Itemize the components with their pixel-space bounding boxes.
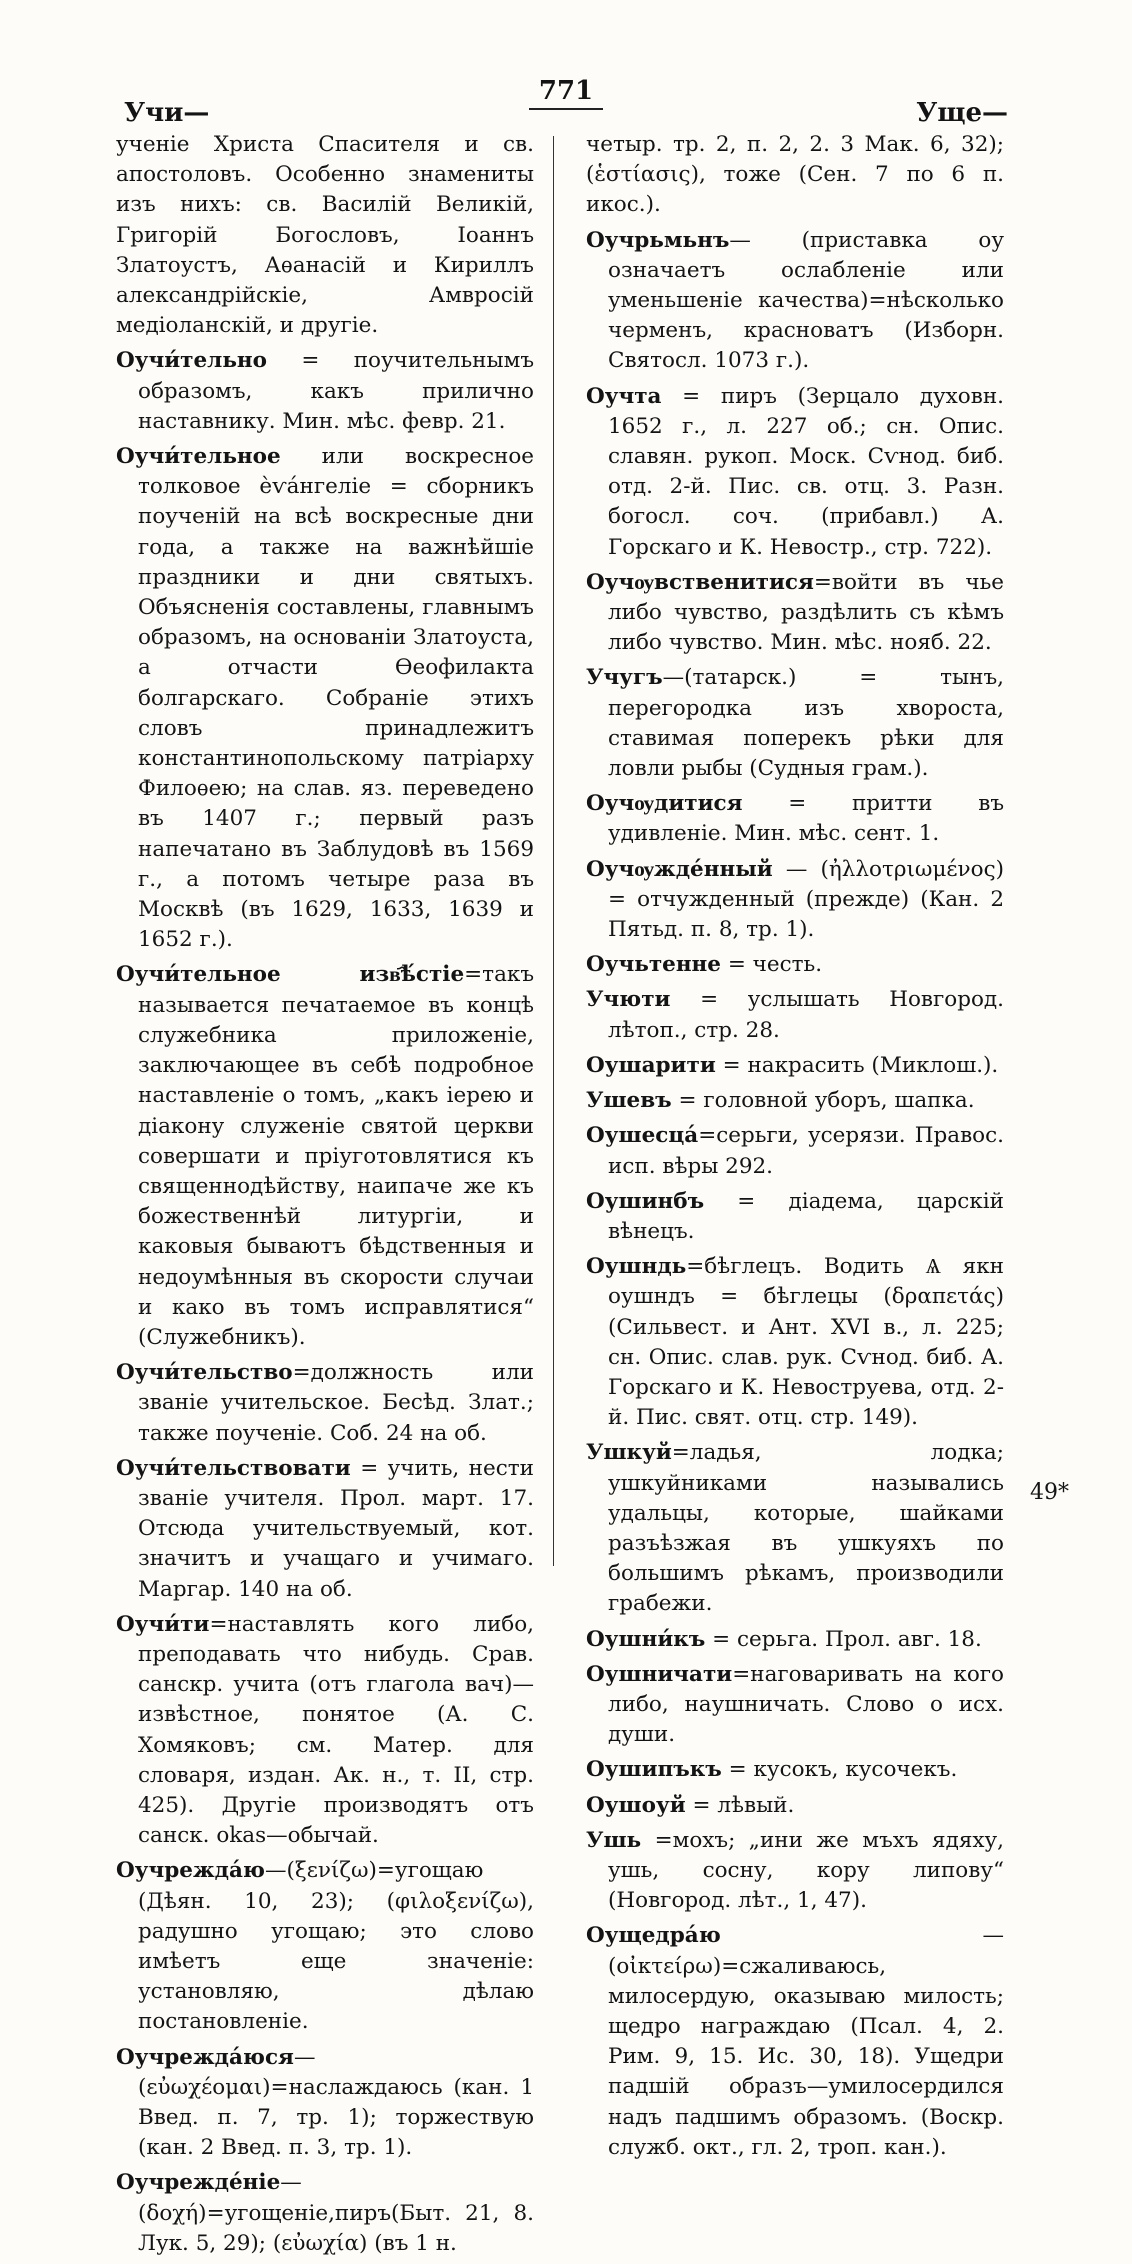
entry-definition: = кусокъ, кусочекъ. (721, 1757, 958, 1783)
dictionary-entry (586, 1252, 1004, 1433)
dictionary-entry (586, 1438, 1004, 1619)
dictionary-entry (586, 1051, 1004, 1081)
entry-definition: — (приставка оу означаетъ ослабленіе или уменьшеніе качества)=нѣсколько черменъ, красноватъ (Изборн. Святосл. 1073 г.). (608, 227, 1004, 374)
entry-definition: —(ξενίζω)=угощаю (Дѣян. 10, 23); (φιλοξενίζω), радушно угощаю; это слово имѣетъ еще значеніе: установляю, дѣлаю постановленіе. (138, 1858, 534, 2035)
dictionary-entry (116, 130, 534, 341)
entry-definition: =такъ называется печатаемое въ концѣ служебника приложеніе, заключающее въ себѣ подробное наставленіе о томъ, „какъ іерею и діакону служеніе святой церкви совершати и пріуготовлятися къ священнодѣйству, наипаче же къ божественнѣй литургіи, и каковыя бываютъ бѣдственныя и недоумѣнныя въ скорости случаи и како въ томъ исправлятися“ (Служебникъ). (138, 962, 534, 1350)
dictionary-entry (586, 382, 1004, 563)
running-head-left: Учи— (124, 98, 210, 128)
page-number (116, 76, 1016, 110)
dictionary-entry (116, 1856, 534, 2037)
dictionary-entry (586, 789, 1004, 849)
dictionary-entry (116, 1454, 534, 1605)
entry-definition: =должность или званіе учительское. Бесѣд. Злат.; также поученіе. Соб. 24 на об. (138, 1360, 534, 1446)
entry-definition: = діадема, царскій вѣнецъ. (608, 1188, 1004, 1244)
page-number-text: 771 (529, 76, 603, 110)
entry-headword: Оушничати (586, 1661, 733, 1687)
entry-definition: = притти въ удивленіе. Мин. мѣс. сент. 1. (608, 791, 1004, 847)
signature-mark: 49* (1030, 1480, 1069, 1505)
entry-headword: Оушинбъ (586, 1188, 705, 1214)
entry-definition: =наставлять кого либо, преподавать что нибудь. Срав. санскр. учита (отъ глагола вач)—извѣстное, понятое (А. С. Хомяковъ; см. Матер. для словаря, издан. Ак. н., т. II, стр. 425). Другіе производятъ отъ санск. okas—обычай. (138, 1611, 534, 1849)
dictionary-entry (116, 1358, 534, 1449)
dictionary-entry (586, 985, 1004, 1045)
entry-headword: Оучи́тельное (116, 444, 281, 470)
entry-definition: —(δοχή)=угощеніе,пиръ(Быт. 21, 8. Лук. 5, 29); (εὐωχία) (въ 1 н. (138, 2170, 534, 2256)
entry-headword: Оучрежда́юся (116, 2044, 294, 2070)
dictionary-entry (586, 1660, 1004, 1751)
entry-definition: =бѣглецъ. Водить Ѧ якн оушндъ = бѣглецы (δραπετάς) (Сильвест. и Ант. XVI в., л. 225; сн. Опис. слав. рук. Сѵнод. биб. А. Горскаго и К. Невоструева, отд. 2-й. Пис. свят. отц. стр. 149). (608, 1254, 1004, 1431)
column-divider (553, 136, 554, 1566)
entry-headword: Ушевъ (586, 1088, 672, 1114)
entry-headword: Оучѹдитися (586, 791, 743, 817)
entry-headword: Оушарити (586, 1052, 716, 1078)
entry-headword: Оушоуй (586, 1792, 686, 1818)
entry-definition: =войти въ чье либо чувство, раздѣлить съ кѣмъ либо чувство. Мин. мѣс. нояб. 22. (608, 569, 1004, 656)
entry-definition: = накрасить (Миклош.). (715, 1052, 999, 1078)
dictionary-entry (116, 442, 534, 955)
running-head-right: Ущe— (916, 98, 1008, 128)
left-column (116, 130, 534, 2264)
entry-headword: Ушкуй (586, 1440, 672, 1466)
entry-definition: = головной уборъ, шапка. (671, 1088, 975, 1114)
dictionary-entry (586, 226, 1004, 377)
entry-definition: = лѣвый. (685, 1792, 795, 1818)
entry-headword: Оушни́къ (586, 1626, 706, 1652)
entry-definition: = услышать Новгород. лѣтоп., стр. 28. (608, 987, 1004, 1043)
right-column (586, 130, 1004, 2168)
dictionary-entry (116, 2043, 534, 2164)
entry-definition: =ладья, лодка; ушкуйниками назывались удальцы, которые, шайками разъѣзжая въ ушкуяхъ по большимъ рѣкамъ, производили грабежи. (608, 1440, 1004, 1617)
dictionary-entry (586, 568, 1004, 659)
entry-definition: — (οἰκτείρω)=сжаливаюсь, милосердую, оказываю милость; щедро награждаю (Псал. 4, 2. Рим. 9, 15. Ис. 30, 18). Ущедри падшій образъ—умилосердился надъ падшимъ образомъ. (Воскр. служб. окт., гл. 2, троп. кан.). (608, 1923, 1004, 2160)
entry-headword: Учюти (586, 987, 671, 1013)
dictionary-entry (586, 1921, 1004, 2163)
entry-definition: ученіе Христа Спасителя и св. апостоловъ. Особенно знамениты изъ нихъ: св. Василій Великій, Григорій Богословъ, Іоаннъ Златоустъ, Аѳанасій и Кириллъ александрійскіе, Амвросій медіоланскій, и другіе. (116, 132, 534, 339)
entry-headword: Оучѹвственитися (586, 569, 814, 595)
dictionary-entry (116, 346, 534, 437)
entry-headword: Оучи́тельство (116, 1360, 293, 1386)
entry-definition: = пиръ (Зерцало духовн. 1652 г., л. 227 об.; сн. Опис. славян. рукоп. Моск. Сѵнод. биб. отд. 2-й. Пис. св. отц. 3. Разн. богосл. соч. (прибавл.) А. Горскаго и К. Невостр., стр. 722). (608, 383, 1004, 560)
dictionary-entry (586, 1121, 1004, 1181)
entry-definition: = поучительнымъ образомъ, какъ прилично наставнику. Мин. мѣс. февр. 21. (138, 348, 534, 434)
dictionary-entry (116, 1610, 534, 1852)
entry-definition: = учить, нести званіе учителя. Прол. март. 17. Отсюда учительствуемый, кот. значитъ и учащаго и учимаго. Маргар. 140 на об. (138, 1455, 534, 1602)
entry-definition: —(εὐωχέομαι)=наслаждаюсь (кан. 1 Введ. п. 7, тр. 1); торжествую (кан. 2 Введ. п. 3, тр. 1). (138, 2044, 534, 2161)
dictionary-entry (116, 2168, 534, 2259)
entry-definition: — (ἠλλοτριωμένος) = отчужденный (прежде) (Кан. 2 Пятьд. п. 8, тр. 1). (608, 856, 1004, 943)
entry-headword: Оущедра́ю (586, 1923, 721, 1949)
dictionary-entry (586, 1791, 1004, 1821)
entry-headword: Оушесца́ (586, 1123, 699, 1149)
dictionary-entry (586, 1086, 1004, 1116)
entry-definition: четыр. тр. 2, п. 2, 2. 3 Мак. 6, 32); (ἑστίασις), тоже (Сен. 7 по 6 п. икос.). (586, 132, 1004, 218)
entry-headword: Оучта (586, 383, 662, 409)
entry-definition: = честь. (720, 952, 823, 978)
entry-definition: =мохъ; „ини же мъхъ ядяху, ушь, сосну, кору липову“ (Новгород. лѣт., 1, 47). (608, 1827, 1004, 1914)
entry-definition: =серьги, усерязи. Правос. исп. вѣры 292. (608, 1123, 1004, 1179)
dictionary-entry (586, 130, 1004, 221)
page-header (116, 76, 1016, 128)
dictionary-entry (586, 1826, 1004, 1917)
entry-headword: Оучи́тельно (116, 348, 268, 374)
entry-headword: Ушь (586, 1827, 642, 1853)
dictionary-entry (116, 960, 534, 1353)
entry-definition: или воскресное толковое ѐѵа́нгеліе = сборникъ поученій на всѣ воскресные дни года, а также на важнѣйшіе праздники и дни святыхъ. Объясненія составлены, главнымъ образомъ, на основаніи Златоуста, а отчасти Ѳеофилакта болгарскаго. Собраніе этихъ словъ принадлежитъ константинопольскому патріарху Филоѳею; на слав. яз. переведено въ 1407 г.; первый разъ напечатано въ Заблудовѣ въ 1569 г., а потомъ четыре раза въ Москвѣ (въ 1629, 1633, 1639 и 1652 г.). (138, 444, 534, 953)
dictionary-entry (586, 663, 1004, 784)
entry-headword: Учугъ (586, 665, 663, 691)
entry-headword: Оучѹжде́нный (586, 856, 773, 882)
dictionary-entry (586, 1625, 1004, 1655)
entry-headword: Оучьтенне (586, 952, 721, 978)
entry-headword: Оучи́тельствовати (116, 1455, 351, 1481)
dictionary-entry (586, 1187, 1004, 1247)
entry-headword: Оучи́тельное изв҄ѣ́стіе (116, 962, 465, 988)
entry-definition: = серьга. Прол. авг. 18. (705, 1626, 982, 1652)
entry-headword: Оушипъкъ (586, 1757, 722, 1783)
dictionary-entry (586, 950, 1004, 980)
entry-definition: =наговаривать на кого либо, наушничать. Слово о исх. души. (608, 1661, 1004, 1748)
dictionary-entry (586, 855, 1004, 946)
entry-headword: Оушндь (586, 1254, 687, 1280)
entry-headword: Оучрежда́ю (116, 1858, 265, 1884)
entry-headword: Оучрежде́ніе (116, 2170, 281, 2196)
dictionary-entry (586, 1755, 1004, 1785)
entry-definition: —(татарск.) = тынъ, перегородка изъ хвороста, ставимая поперекъ рѣки для ловли рыбы (Судныя грам.). (608, 665, 1004, 782)
entry-headword: Оучи́ти (116, 1611, 210, 1637)
entry-headword: Оучрьмьнъ (586, 227, 730, 253)
